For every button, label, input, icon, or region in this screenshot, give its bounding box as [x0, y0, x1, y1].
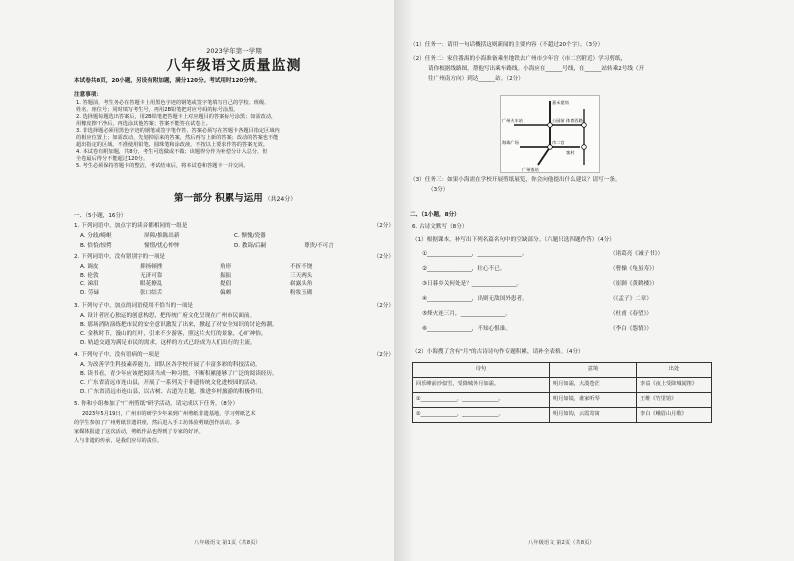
table-header-row	[413, 363, 712, 378]
q2-cell: B. 伦敦	[80, 272, 99, 279]
q2-cell: 崭露头角	[290, 281, 313, 287]
q5-passage-line: 2023年5月19日，广州市的研学少年来到广州剪纸非遗基地，学习剪纸艺术	[82, 411, 256, 417]
verse-blank: ①________________，________________。	[422, 251, 528, 257]
part1-heading	[174, 193, 296, 206]
q1-option: A. 分歧/崎岖	[80, 233, 112, 239]
q1-option: B. 恰恰/惊愕	[80, 243, 112, 249]
q2-cell: C. 涕泪	[80, 281, 99, 287]
map-label: 公园前	[552, 118, 565, 123]
q6-part2-stem: （2）小海搜了含有"月"的古诗诗句作专题积累，请补全表格。（4分）	[412, 349, 584, 355]
task-1: （1）任务一：请用一句话概括这则新闻的主要内容（不超过20个字）。（3分）	[410, 42, 604, 48]
map-label: 广州南站	[522, 167, 539, 172]
map-label: 嘉禾望岗	[552, 100, 569, 105]
q3-option: D. 轨道交通为满足市民的需求，这样的方式已经成为人们出行的主流。	[80, 340, 256, 346]
q2-row	[80, 281, 380, 290]
table-cell: ②______________，______________。	[413, 408, 550, 423]
q5-passage-line: 家媒体报道了这次活动，剪纸作品也得到了专家的好评。	[74, 429, 204, 435]
exam-year: 2023学年第一学期	[206, 47, 262, 55]
table-row	[413, 408, 712, 423]
section-2-title: 二、（1小题，8分）	[410, 212, 460, 218]
q2-cell: 粉妆玉砌	[290, 289, 313, 296]
section-1-title: 一、（5小题，16分）	[74, 213, 127, 219]
map-label: 市二宫	[552, 140, 565, 145]
poem-table	[412, 362, 712, 423]
map-label: 海珠广场	[502, 140, 519, 145]
verse-source: （《孟子》二章）	[610, 296, 652, 302]
notice-line: 用橡皮擦干净后，再选涂其他答案；答案不能答在试卷上。	[76, 121, 211, 128]
metro-map	[500, 95, 600, 173]
notice-line: 全卷最后得分不能超过120分。	[76, 156, 149, 163]
q2-cell: 提倡	[220, 281, 232, 287]
q1-stem: 1. 下列词语中，加点字的读音都相同的一组是	[74, 223, 188, 229]
table-header: 诗句	[413, 363, 550, 378]
q5-passage-line: 人与非遗的传承，是我们应尽的责任。	[74, 438, 163, 444]
exam-title: 八年级语文质量监测	[166, 58, 302, 74]
q2-cell: 眼花撩乱	[140, 281, 163, 287]
q2-stem: 2. 下列词语中，没有错别字的一项是	[74, 254, 166, 260]
q3-option: C. 金秋时节，漫山的红叶，引来不少游客，照这片火红的景象，心旷神怡。	[80, 331, 267, 337]
table-row	[413, 393, 712, 408]
table-row	[413, 378, 712, 393]
page-footer: 八年级语文 第1页（共8页）	[194, 539, 261, 546]
notice-line: 的相应位置上；如需改动，先划掉原来的答案，然后再写上新的答案；改动的答案也不能	[76, 135, 279, 142]
q2-options	[80, 264, 380, 298]
q4-option: B. 读书看，青少年应该把阅读当成一种习惯，不断积累能够了广泛的阅读经历。	[80, 371, 278, 377]
page-2	[410, 0, 728, 561]
q5-passage-line: 的学生参加了广州剪纸非遗讲座，然后进入手工坊体验剪纸创作活动。多	[74, 420, 241, 426]
q4-option: C. 广东省清远市连山县，开展了一系列关于非遗传统文化进校园的活动。	[80, 380, 261, 386]
q2-cell: D. 劳碌	[80, 289, 100, 296]
q3-stem: 3. 下列句子中，加点的词语使用不恰当的一项是	[74, 303, 193, 309]
verse-blank: ④________________，出则无敌国外患者。	[422, 296, 528, 302]
table-header: 意境	[550, 363, 637, 378]
q4-stem: 4. 下列句子中，没有语病的一项是	[74, 352, 160, 358]
q1-option: D. 教诲/后嗣	[234, 243, 267, 249]
verse-source: （李白《怨情》）	[610, 326, 652, 332]
q1-option: 尊贵/不可言	[304, 243, 334, 249]
task-2-line: 请你根据线路图，帮他写出乘车路线。小海应在______号线，在______站转乘2号线（开	[428, 66, 645, 72]
table-cell: 明月如霜，大漠苍茫	[550, 378, 637, 393]
q3-option: B. 那场消防演练把市民的安全意识激发了出来，掀起了对安全知识的讨论热潮。	[80, 322, 278, 328]
part1-score: （共24分）	[264, 196, 297, 203]
verse-source: （崔颢《黄鹤楼》）	[610, 281, 658, 287]
q1-option: 憧憬/忧心忡忡	[144, 243, 180, 249]
q2-cell: 角形	[220, 264, 232, 270]
q5-stem: 5. 你和小组参加了"广州剪纸"研学活动，请完成以下任务。（8分）	[74, 401, 239, 407]
notice-list	[76, 100, 280, 170]
verse-blank: ③日暮乡关何处是？________________。	[422, 281, 523, 287]
q2-cell: 偏颇	[220, 289, 232, 296]
q6-stem: 6. 古诗文默写（8分）	[412, 224, 468, 230]
notice-line: 5. 考生必须保持答题卡的整洁，考试结束后，将本试卷和答题卡一并交回。	[76, 163, 249, 170]
q2-cell: 三天两头	[290, 272, 313, 279]
notice-line: 超出指定的区域。不准使用铅笔、圆珠笔和涂改液。不按以上要求作答的答案无效。	[76, 142, 268, 149]
q4-option: D. 广东省清远市连山县，以古树、古道为主题，推进乡村旅游的积极作用。	[80, 389, 267, 395]
verse-source: （杜甫《春望》）	[610, 311, 652, 317]
verse-blank: ②________________，壮心不已。	[422, 266, 506, 272]
q2-cell: 振振	[220, 272, 232, 279]
table-cell: ①______________，______________。	[413, 393, 550, 408]
q3-points: （2分）	[373, 303, 394, 309]
exam-info: 本试卷共8页，20小题，另设有附加题，满分120分。考试用时120分钟。	[74, 78, 261, 84]
q1-option: C. 惭愧/瓷器	[234, 233, 266, 239]
table-cell: 李益《夜上受降城闻笛》	[637, 378, 712, 393]
q2-cell: 无济可靠	[140, 272, 163, 279]
task-2-line: （2）任务二：家住番禺的小海准备乘坐地铁去广州市少年宫（市二宫附近）学习剪纸，	[410, 56, 627, 62]
table-cell: 李白《峨眉山月歌》	[637, 408, 712, 423]
table-cell: 明月如镜，谁家听琴	[550, 393, 637, 408]
task-3-line: （3）任务三：如果小海需在学校开展剪纸展览，你会向他提出什么建议？请写一条。	[410, 177, 621, 183]
table-header: 出处	[637, 363, 712, 378]
map-label: 广州火车站	[502, 118, 523, 123]
notice-title: 注意事项：	[74, 92, 102, 98]
notice-line: 1. 答题前，考生务必在答题卡上用黑色字迹的钢笔或签字笔填写自己的学校、班级、	[76, 100, 270, 106]
q2-cell: 不折不饶	[290, 264, 313, 270]
map-label: 体育西路	[566, 118, 583, 123]
q1-points: （2分）	[373, 223, 394, 229]
verse-source: （诸葛亮《诫子书》）	[610, 251, 664, 257]
notice-line: 3. 非选择题必须用黑色字迹的钢笔或签字笔作答，答案必须写在答题卡各题目指定区域内	[76, 128, 280, 135]
q2-points: （2分）	[373, 254, 394, 260]
page-1	[74, 0, 394, 561]
notice-line: 4. 本试卷有附加题，共8分，考生可选做或不做；该题得分作为补偿分计入总分，但	[76, 149, 268, 156]
q4-points: （2分）	[373, 352, 394, 358]
q2-cell: 抑扬顿挫	[140, 264, 163, 270]
q6-part1-stem: （1）根据课本，补写出下列名篇名句中的空缺部分。（六题只选四题作答）（4分）	[412, 237, 615, 243]
q2-cell: 张口结舌	[140, 289, 163, 296]
verse-source: （曹操《龟虽寿》）	[610, 266, 658, 272]
notice-line: 2. 选择题每题选出答案后，用2B铅笔把答题卡上对应题目的答案标号涂黑；如需改动，	[76, 114, 277, 121]
q3-option: A. 设计者匠心独运的创意构思，把传统广府文化呈现在广州市民面前。	[80, 313, 256, 319]
task-2-line: 往广州南方向）到达______站。（2分）	[428, 76, 524, 82]
table-cell: 回乐峰前沙似雪，受降城外月如霜。	[413, 378, 550, 393]
task-3-points: （3分）	[428, 187, 449, 193]
map-label: 客村	[566, 150, 575, 155]
verse-blank: ⑤烽火连三月，________________。	[422, 311, 511, 317]
verse-blank: ⑥________________，不知心恨谁。	[422, 326, 511, 332]
page-footer: 八年级语文 第2页（共8页）	[528, 539, 595, 546]
q2-row	[80, 264, 380, 273]
notice-line: 姓名、座位号；同时填写考生号，再用2B铅笔把对应号码的标号涂黑。	[76, 107, 239, 114]
q1-option: 屏障/推陈出新	[144, 233, 180, 239]
q4-option: A. 为改善学生科技素养能力，团队区各学校开展了丰富多彩的科技活动。	[80, 362, 261, 368]
table-cell: 王维《竹里馆》	[637, 393, 712, 408]
part1-title: 第一部分 积累与运用	[174, 193, 263, 204]
q2-cell: A. 调皮	[80, 264, 99, 270]
q2-row	[80, 273, 380, 282]
q2-row	[80, 290, 380, 299]
table-cell: 明月如钩，云霞寄寓	[550, 408, 637, 423]
